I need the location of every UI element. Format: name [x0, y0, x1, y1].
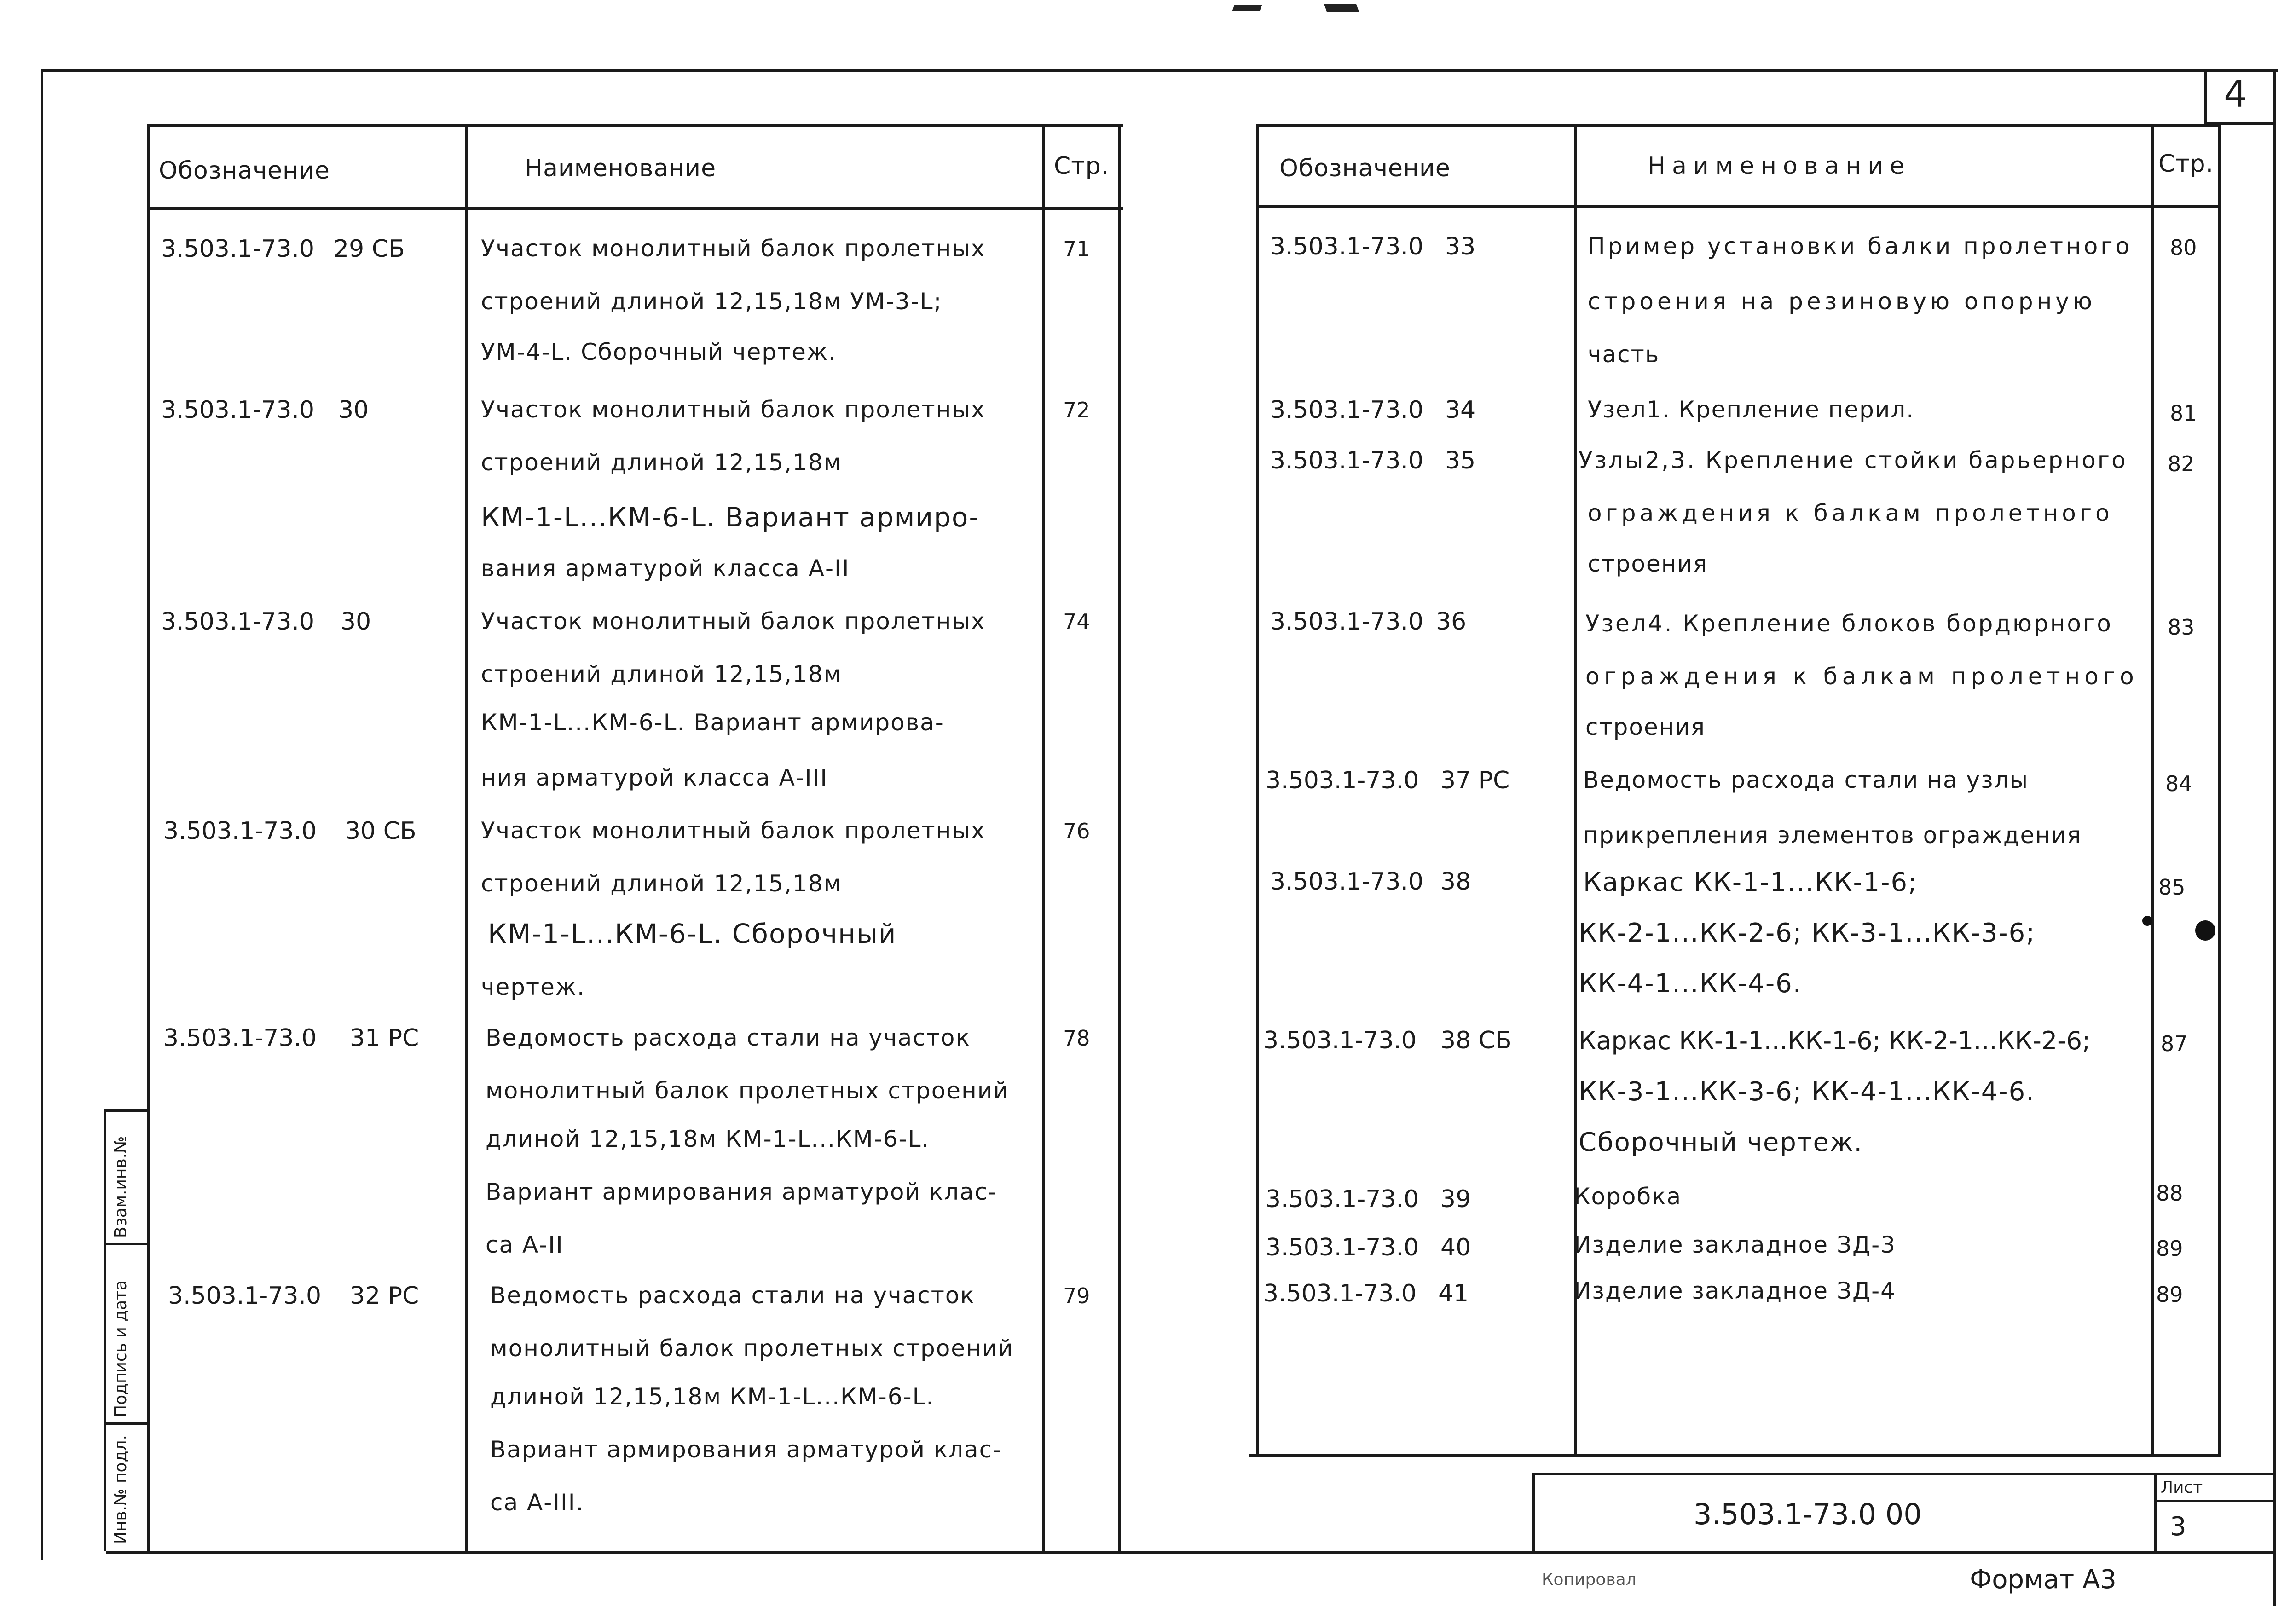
left-row-name-line: монолитный балок пролетных строений	[490, 1335, 1014, 1362]
right-row-suffix: 38 СБ	[1440, 1027, 1512, 1054]
right-header-bottom	[1259, 205, 2221, 208]
left-row-suffix: 30 СБ	[345, 817, 416, 845]
right-row-code: 3.503.1-73.0	[1263, 1280, 1417, 1307]
title-block-sheet-divider	[2154, 1473, 2157, 1553]
left-row-code: 3.503.1-73.0	[161, 396, 315, 424]
left-row-page: 74	[1063, 609, 1090, 634]
right-row-code: 3.503.1-73.0	[1270, 233, 1424, 260]
left-row-page: 76	[1063, 819, 1090, 844]
right-col-line	[1256, 124, 1259, 1456]
scan-mark-top	[1324, 4, 1359, 12]
left-row-name-line: Участок монолитный балок пролетных	[481, 817, 986, 844]
left-row-name-line: длиной 12,15,18м КМ-1-L...КМ-6-L.	[490, 1383, 935, 1410]
sheet-bottom-border	[106, 1551, 2276, 1554]
side-stamp-line	[104, 1109, 150, 1112]
left-row-name-line: монолитный балок пролетных строений	[486, 1077, 1009, 1104]
right-row-page: 87	[2161, 1031, 2188, 1056]
left-row-page: 79	[1063, 1283, 1090, 1308]
right-row-name-line: Пример установки балки пролетного	[1588, 233, 2133, 260]
left-row-name-line: КМ-1-L...КМ-6-L. Вариант армирова-	[481, 709, 944, 736]
right-col-line	[2218, 124, 2221, 1456]
right-row-name-line: Каркас КК-1-1...КК-1-6;	[1583, 867, 1918, 897]
right-row-page: 85	[2158, 875, 2186, 900]
right-row-page: 83	[2168, 615, 2195, 640]
left-row-name-line: чертеж.	[481, 974, 585, 1000]
left-row-name-line: строений длиной 12,15,18м УМ-3-L;	[481, 288, 943, 315]
right-row-page: 82	[2168, 451, 2195, 476]
right-row-suffix: 41	[1438, 1280, 1469, 1307]
right-row-name-line: Ведомость расхода стали на узлы	[1583, 767, 2029, 793]
left-row-name-line: строений длиной 12,15,18м	[481, 870, 842, 897]
left-row-code: 3.503.1-73.0	[161, 608, 315, 636]
right-row-code: 3.503.1-73.0	[1270, 447, 1424, 474]
side-stamp-line	[104, 1109, 106, 1551]
left-row-name-line: вания арматурой класса А-II	[481, 555, 850, 582]
right-row-name-line: Коробка	[1574, 1183, 1682, 1210]
left-row-page: 78	[1063, 1026, 1090, 1051]
left-row-suffix: 30	[338, 396, 369, 424]
title-block-left	[1532, 1473, 1535, 1553]
left-row-name-line: Вариант армирования арматурой клас-	[490, 1436, 1002, 1463]
left-row-suffix: 32 РС	[350, 1282, 419, 1310]
title-block-sheet-line	[2154, 1500, 2276, 1502]
right-row-name-line: ограждения к балкам пролетного	[1585, 663, 2139, 690]
right-row-suffix: 38	[1440, 868, 1471, 896]
corner-box-line	[2204, 69, 2207, 124]
footer-format: Формат А3	[1970, 1565, 2117, 1595]
sheet-top-border	[41, 69, 2278, 72]
left-row-name-line: Ведомость расхода стали на участок	[490, 1282, 975, 1309]
right-row-name-line: часть	[1588, 341, 1660, 368]
left-header-page: Стр.	[1054, 152, 1110, 180]
right-header-page: Стр.	[2158, 150, 2214, 178]
side-stamp-inventory: Инв.№ подл.	[111, 1435, 130, 1544]
right-row-code: 3.503.1-73.0	[1270, 868, 1424, 896]
side-stamp-signature-date: Подпись и дата	[111, 1280, 130, 1417]
right-header-name: Наименование	[1648, 152, 1911, 180]
right-col-line	[2151, 124, 2154, 1456]
right-row-name-line: КК-4-1...КК-4-6.	[1579, 969, 1802, 999]
left-row-code: 3.503.1-73.0	[161, 235, 315, 263]
left-col-line	[147, 124, 150, 1551]
left-row-code: 3.503.1-73.0	[163, 1024, 317, 1052]
right-row-name-line: Узел1. Крепление перил.	[1588, 396, 1915, 423]
title-block-designation: 3.503.1-73.0 00	[1694, 1497, 1922, 1531]
right-row-code: 3.503.1-73.0	[1263, 1027, 1417, 1054]
scan-mark	[2142, 916, 2152, 926]
scan-mark	[2195, 920, 2215, 941]
left-row-suffix: 30	[341, 608, 371, 636]
right-row-page: 84	[2165, 771, 2192, 796]
right-row-suffix: 33	[1445, 233, 1476, 260]
right-row-name-line: прикрепления элементов ограждения	[1583, 822, 2082, 849]
right-row-suffix: 40	[1440, 1234, 1471, 1261]
right-row-name-line: КК-3-1...КК-3-6; КК-4-1...КК-4-6.	[1579, 1077, 2036, 1107]
right-row-name-line: строения	[1588, 550, 1708, 577]
right-row-name-line: Узлы2,3. Крепление стойки барьерного	[1579, 447, 2128, 474]
right-row-name-line: строения на резиновую опорную	[1588, 288, 2096, 315]
title-block-sheet-number: 3	[2170, 1512, 2186, 1542]
left-row-name-line: Вариант армирования арматурой клас-	[486, 1179, 998, 1205]
right-row-page: 89	[2156, 1236, 2183, 1261]
left-row-name-line: КМ-1-L...КМ-6-L. Сборочный	[488, 918, 897, 949]
side-stamp-replacement: Взам.инв.№	[111, 1136, 130, 1238]
right-row-name-line: Узел4. Крепление блоков бордюрного	[1585, 610, 2113, 637]
footer-copied: Копировал	[1542, 1570, 1637, 1589]
side-stamp-line	[104, 1422, 150, 1425]
right-row-code: 3.503.1-73.0	[1266, 1185, 1419, 1213]
sheet-right-border	[2273, 69, 2276, 1606]
right-row-name-line: Изделие закладное ЗД-3	[1574, 1231, 1896, 1258]
right-row-name-line: строения	[1585, 714, 1706, 740]
scan-mark-top	[1232, 5, 1262, 11]
right-table-bottom	[1249, 1454, 2221, 1457]
right-row-suffix: 39	[1440, 1185, 1471, 1213]
right-row-page: 89	[2156, 1282, 2183, 1307]
right-header-top	[1259, 124, 2221, 127]
left-row-code: 3.503.1-73.0	[163, 817, 317, 845]
left-row-name-line: ния арматурой класса А-III	[481, 764, 828, 791]
left-col-line	[1042, 124, 1045, 1551]
left-row-code: 3.503.1-73.0	[168, 1282, 322, 1310]
left-row-name-line: Участок монолитный балок пролетных	[481, 396, 986, 423]
left-row-name-line: строений длиной 12,15,18м	[481, 449, 842, 476]
left-header-top	[147, 124, 1123, 127]
left-header-designation: Обозначение	[159, 157, 330, 185]
side-stamp-line	[104, 1243, 150, 1245]
left-row-name-line: Участок монолитный балок пролетных	[481, 235, 986, 262]
right-row-page: 81	[2170, 401, 2197, 426]
title-block-sheet-label: Лист	[2161, 1478, 2203, 1497]
left-row-page: 72	[1063, 398, 1090, 422]
sheet-left-border	[41, 69, 43, 1560]
right-row-suffix: 35	[1445, 447, 1476, 474]
left-header-name: Наименование	[525, 155, 717, 182]
left-row-page: 71	[1063, 237, 1090, 261]
right-row-code: 3.503.1-73.0	[1266, 767, 1419, 794]
left-row-name-line: са А-III.	[490, 1489, 584, 1516]
left-row-suffix: 31 РС	[350, 1024, 419, 1052]
right-row-name-line: Изделие закладное ЗД-4	[1574, 1277, 1896, 1304]
left-col-line	[465, 124, 468, 1551]
left-row-name-line: КМ-1-L...КМ-6-L. Вариант армиро-	[481, 502, 980, 533]
right-row-page: 80	[2170, 235, 2197, 260]
right-row-suffix: 37 РС	[1440, 767, 1510, 794]
left-row-name-line: Ведомость расхода стали на участок	[486, 1024, 971, 1051]
right-row-suffix: 34	[1445, 396, 1476, 424]
left-row-name-line: строений длиной 12,15,18м	[481, 661, 842, 688]
right-row-name-line: Сборочный чертеж.	[1579, 1127, 1863, 1157]
right-header-designation: Обозначение	[1279, 155, 1451, 182]
left-row-name-line: Участок монолитный балок пролетных	[481, 608, 986, 635]
left-header-bottom	[147, 207, 1123, 210]
right-row-code: 3.503.1-73.0	[1270, 608, 1424, 636]
right-row-page: 88	[2156, 1181, 2183, 1206]
left-row-name-line: са А-II	[486, 1231, 564, 1258]
right-row-suffix: 36	[1436, 608, 1467, 636]
right-row-code: 3.503.1-73.0	[1266, 1234, 1419, 1261]
title-block-top	[1532, 1473, 2276, 1475]
left-col-line	[1118, 124, 1121, 1551]
left-row-name-line: длиной 12,15,18м КМ-1-L...КМ-6-L.	[486, 1126, 930, 1152]
left-row-name-line: УМ-4-L. Сборочный чертеж.	[481, 339, 837, 365]
right-row-name-line: ограждения к балкам пролетного	[1588, 500, 2113, 526]
left-row-suffix: 29 СБ	[334, 235, 405, 263]
right-row-code: 3.503.1-73.0	[1270, 396, 1424, 424]
sheet-corner-number: 4	[2224, 73, 2247, 116]
right-row-name-line: Каркас КК-1-1...КК-1-6; КК-2-1...КК-2-6;	[1579, 1026, 2091, 1055]
right-row-name-line: КК-2-1...КК-2-6; КК-3-1...КК-3-6;	[1579, 918, 2036, 948]
